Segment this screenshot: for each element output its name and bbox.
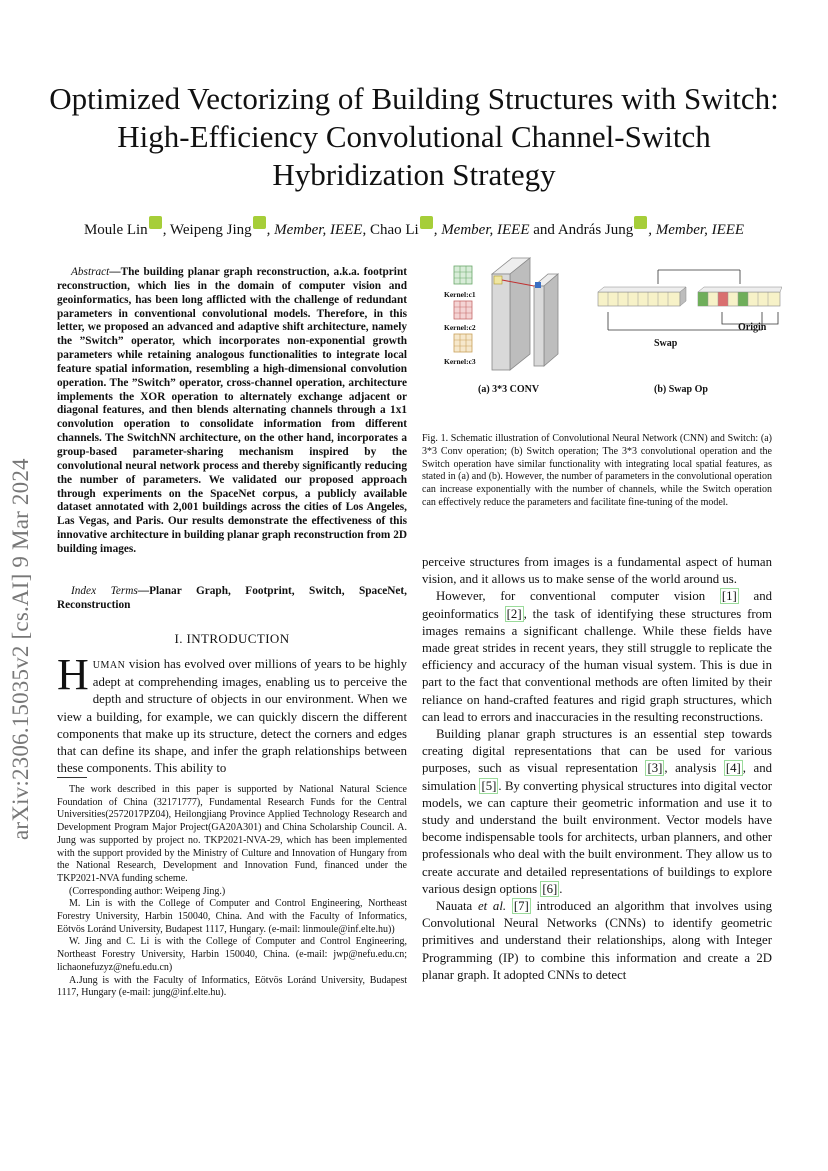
footnote: M. Lin is with the College of Computer and Control Engineering, Northeast Forestry University, Harbin 150040, China. And with the Faculty of Informatics, Eötvös Loránd University, Budapest 1117, Hungary. (e-mail: linmoule@inf.elte.hu))	[57, 898, 407, 935]
footnote: W. Jing and C. Li is with the College of Computer and Control Engineering, Northeast Forestry University, Harbin 150040, China. (e-mail: jwp@nefu.edu.cn; lichaonefuzyz@nefu.edu.cn)	[57, 936, 407, 973]
arxiv-identifier: arXiv:2306.15035v2 [cs.AI] 9 Mar 2024	[8, 458, 33, 840]
footnote-rule	[57, 777, 87, 778]
author-name: , Weipeng Jing	[162, 222, 252, 238]
kernel-c3-grid	[454, 334, 472, 352]
subfigure-a-label: (a) 3*3 CONV	[478, 384, 540, 395]
footnote: The work described in this paper is supported by National Natural Science Foundation of China (32171777), Fundamental Research Funds for the Central Universities(2572017PZ04), Heilongjiang Province Applied Technology Research and Development Program Major Project(GA20A301) and China Scholarship Council. A. Jung was supported by project no. TKP2021-NVA-29, which has been implemented with the support provided by the Ministry of Culture and Innovation of Hungary from the National Research, Development and Innovation Fund, financed under the TKP2021-NVA funding scheme.	[57, 784, 407, 884]
orcid-icon[interactable]	[634, 216, 647, 229]
figure-diagram	[422, 244, 782, 404]
kernel-c3-label: Kernel:c3	[444, 357, 476, 366]
kernel-c1-label: Kernel:c1	[444, 290, 476, 299]
kernel-c1-grid	[454, 266, 472, 284]
index-terms-label: Index Terms	[71, 585, 138, 597]
footnote: A.Jung is with the Faculty of Informatics, Eötvös Loránd University, Budapest 1117, Hungary (e-mail: jung@inf.elte.hu).	[57, 974, 407, 999]
footnotes	[57, 784, 407, 1000]
abstract	[57, 266, 407, 557]
paragraph: However, for conventional computer vision [1] and geoinformatics [2] , the task of identifying these structures from images remains a significant challenge. While these fields have made great strides in recent years, they still struggle to replicate the efficiency and accuracy of the human visual system. This is due in part to the fact that conventional methods are often limited by their reliance on hand-crafted features and rigid graph structures, which can lead to errors and inaccuracies in the resulting reconstructions.	[422, 589, 772, 724]
index-terms	[57, 585, 407, 613]
kernel-c2-grid	[454, 301, 472, 319]
citation-link[interactable]: [1]	[721, 589, 737, 604]
author-membership: , Member, IEEE	[648, 222, 745, 238]
paragraph: Nauata et al. [7] introduced an algorithm that involves using Convolutional Neural Networks (CNNs) to identify geometric primitives and understand their relationships, along with Integer Programming (IP) to combine this information and create a 2D planar graph. It adopted CNNs to detect	[422, 899, 772, 982]
input-feature-block	[492, 258, 530, 370]
intro-smallcaps: UMAN	[92, 660, 126, 671]
paper-title: Optimized Vectorizing of Building Structures with Switch: High-Efficiency Convolutional Channel-Switch Hybridization Strategy	[49, 81, 779, 192]
paragraph: perceive structures from images is a fundamental aspect of human vision, and it allows us to make sense of the world around us.	[422, 555, 772, 587]
author-membership: , Member, IEEE	[266, 222, 363, 238]
author-membership: , Member, IEEE	[433, 222, 530, 238]
index-terms-text: —Planar Graph, Footprint, Switch, SpaceNet, Reconstruction	[57, 585, 407, 611]
author-list	[40, 216, 788, 240]
citation-link[interactable]: [5]	[481, 778, 497, 793]
figure-caption: Fig. 1. Schematic illustration of Convolutional Neural Network (CNN) and Switch: (a) 3*3 Conv operation; (b) Switch operation; The 3*3 convolutional operation and the Switch operation have similar functionality with integrating local spatial features, as stated in (a) and (b). However, the number of parameters in the convolutional operation can increase exponentially with the number of channels, while the Switch operation can effectively reduce the parameters and facilitate fine-tuning of the model.	[422, 433, 772, 508]
origin-label: Origin	[738, 322, 767, 333]
citation-link[interactable]: [3]	[647, 761, 663, 776]
drop-cap: H	[57, 650, 89, 699]
abstract-label: Abstract	[71, 266, 110, 278]
figure-1	[422, 244, 782, 404]
paragraph: Building planar graph structures is an essential step towards creating digital representations that can be used for various purposes, such as visual representation [3] , analysis [4] , and simulation [5] . By converting physical structures into digital vector models, we can capture their geometric information and use it to study and understand the built environment. Vector models have become indispensable tools for architects, urban planners, and other professionals who deal with the built environment. They allow us to create accurate and detailed representations of buildings to explore various design options [6] .	[422, 727, 772, 896]
right-column-body	[422, 554, 772, 984]
orcid-icon[interactable]	[149, 216, 162, 229]
author-name: and András Jung	[529, 222, 634, 238]
author-name: Moule Lin	[83, 222, 148, 238]
swap-top-connector	[658, 270, 740, 284]
orcid-icon[interactable]	[253, 216, 266, 229]
subfigure-b-label: (b) Swap Op	[654, 384, 708, 395]
kernel-c2-label: Kernel:c2	[444, 323, 476, 332]
author-name: , Chao Li	[362, 222, 419, 238]
citation-link[interactable]: [7]	[513, 899, 529, 914]
swap-label: Swap	[654, 338, 678, 349]
orcid-icon[interactable]	[420, 216, 433, 229]
footnote: (Corresponding author: Weipeng Jing.)	[69, 885, 226, 897]
abstract-text: —The building planar graph reconstruction, a.k.a. footprint reconstruction, which lies in the domain of computer vision and geoinformatics, has been long afflicted with the challenge of redundant parameters in conventional convolutional models. Therefore, in this letter, we proposed an advanced and adaptive shift architecture, namely the ”Switch” operator, which incorporates non-exponential growth parameters while retaining analogous functionalities to integrate local feature spatial information, resembling a high-dimensional convolution operation. The ”Switch” operator, cross-channel operation, architecture implements the XOR operation to alternately exchange adjacent or diagonal features, and then blends alternating channels through a 1x1 convolution operation to consolidate information from different channels. The SwitchNN architecture, on the other hand, incorporates a group-based parameter-sharing mechanism inspired by the convolutional neural network process and thereby significantly reducing the number of parameters. We validated our proposed approach through experiments on the SpaceNet corpus, a publicly available dataset annotated with 2,001 buildings across the cities of Los Angeles, Las Vegas, and Paris. Our results demonstrate the effectiveness of this innovative architecture in building planar graph reconstruction from 2D building images.	[57, 266, 407, 555]
intro-text: vision has evolved over millions of years to be highly adept at comprehending images, enabling us to perceive the depth and structure of objects in our environment. When we view a building, for example, we can quickly discern the different components that make up its structure, detect the corners and edges that can define its shape, and infer the graph relationships between these components. This ability to	[57, 657, 407, 776]
output-feature-block	[534, 274, 558, 366]
citation-link[interactable]: [6]	[542, 881, 558, 896]
citation-link[interactable]: [2]	[506, 606, 522, 621]
swap-blocks	[598, 287, 782, 306]
intro-paragraph	[57, 650, 407, 777]
citation-link[interactable]: [4]	[725, 761, 741, 776]
section-heading: I. INTRODUCTION	[174, 631, 290, 646]
